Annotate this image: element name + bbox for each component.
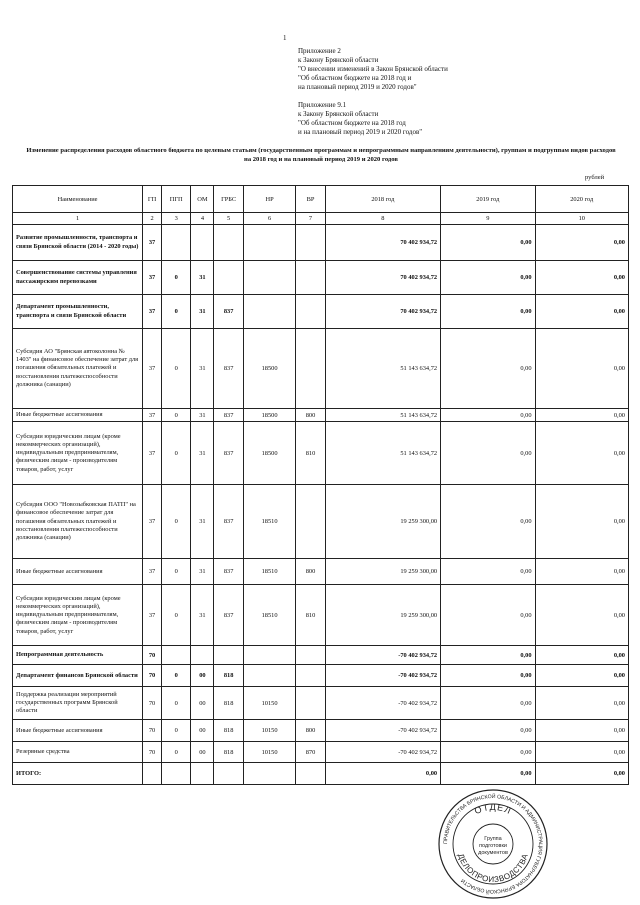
column-header: ГП	[143, 186, 162, 213]
stamp-outer-text: ПРАВИТЕЛЬСТВА БРЯНСКОЙ ОБЛАСТИ И АДМИНИСТРАЦИЯ ГУБЕРНАТОРА БРЯНСКОЙ ОБЛАСТИ	[442, 793, 544, 895]
nr-cell: 10150	[243, 742, 295, 763]
nr-cell	[243, 295, 295, 329]
amount-2019-cell: 0,00	[441, 665, 535, 687]
gp-cell: 37	[143, 329, 162, 409]
item-name-cell: ИТОГО:	[13, 763, 143, 785]
amount-2018-cell: 0,00	[325, 763, 440, 785]
amount-2020-cell: 0,00	[535, 409, 628, 422]
table-row	[13, 225, 629, 261]
nr-cell	[243, 665, 295, 687]
grbs-cell	[214, 225, 243, 261]
vr-cell	[296, 329, 325, 409]
pgp-cell: 0	[162, 559, 191, 585]
nr-cell	[243, 225, 295, 261]
grbs-cell	[214, 763, 243, 785]
nr-cell: 18500	[243, 409, 295, 422]
units-label: рублей	[585, 174, 605, 181]
amount-2018-cell: 70 402 934,72	[325, 225, 440, 261]
item-name-cell: Департамент финансов Брянской области	[13, 665, 143, 687]
item-name-cell: Поддержка реализации мероприятий государственных программ Брянской области	[13, 687, 143, 720]
pgp-cell	[162, 646, 191, 665]
gp-cell: 70	[143, 742, 162, 763]
vr-cell	[296, 261, 325, 295]
amount-2020-cell: 0,00	[535, 742, 628, 763]
column-number: 8	[325, 213, 440, 225]
appendix-line: к Закону Брянской области	[298, 56, 379, 64]
amount-2019-cell: 0,00	[441, 422, 535, 485]
svg-text:ДЕЛОПРОИЗВОДСТВА	[456, 852, 530, 884]
pgp-cell	[162, 225, 191, 261]
appendix-line: и на плановый период 2019 и 2020 годов"	[298, 128, 423, 136]
pgp-cell: 0	[162, 261, 191, 295]
amount-2020-cell: 0,00	[535, 646, 628, 665]
table-row	[13, 295, 629, 329]
om-cell: 31	[191, 261, 214, 295]
om-cell	[191, 225, 214, 261]
column-number: 3	[162, 213, 191, 225]
amount-2019-cell: 0,00	[441, 295, 535, 329]
column-header: НР	[243, 186, 295, 213]
gp-cell: 37	[143, 409, 162, 422]
item-name-cell: Иные бюджетные ассигнования	[13, 720, 143, 742]
total-row	[13, 763, 629, 785]
gp-cell	[143, 763, 162, 785]
vr-cell	[296, 646, 325, 665]
stamp-center-line: Группа	[484, 836, 502, 842]
amount-2020-cell: 0,00	[535, 485, 628, 559]
amount-2018-cell: -70 402 934,72	[325, 742, 440, 763]
amount-2019-cell: 0,00	[441, 409, 535, 422]
column-header: 2018 год	[325, 186, 440, 213]
amount-2020-cell: 0,00	[535, 225, 628, 261]
amount-2020-cell: 0,00	[535, 261, 628, 295]
om-cell: 00	[191, 742, 214, 763]
om-cell	[191, 646, 214, 665]
column-header: Наименование	[13, 186, 143, 213]
grbs-cell: 837	[214, 559, 243, 585]
column-number: 10	[535, 213, 628, 225]
pgp-cell: 0	[162, 329, 191, 409]
column-number: 9	[441, 213, 535, 225]
nr-cell: 18510	[243, 585, 295, 646]
column-number-row	[13, 213, 629, 225]
grbs-cell: 837	[214, 295, 243, 329]
amount-2018-cell: -70 402 934,72	[325, 646, 440, 665]
amount-2018-cell: 70 402 934,72	[325, 295, 440, 329]
amount-2020-cell: 0,00	[535, 329, 628, 409]
appendix-line: Приложение 9.1	[298, 101, 347, 109]
page-number: 1	[283, 34, 287, 42]
grbs-cell: 818	[214, 720, 243, 742]
appendix-9-header	[298, 101, 422, 137]
om-cell	[191, 763, 214, 785]
grbs-cell: 818	[214, 687, 243, 720]
amount-2019-cell: 0,00	[441, 261, 535, 295]
table-row	[13, 665, 629, 687]
gp-cell: 37	[143, 422, 162, 485]
column-header: ВР	[296, 186, 325, 213]
amount-2018-cell: 19 259 300,00	[325, 585, 440, 646]
appendix-2-header	[298, 47, 448, 92]
gp-cell: 70	[143, 665, 162, 687]
amount-2020-cell: 0,00	[535, 559, 628, 585]
stamp-bottom-word: ДЕЛОПРОИЗВОДСТВА	[456, 852, 530, 885]
item-name-cell: Департамент промышленности, транспорта и связи Брянской области	[13, 295, 143, 329]
table-row	[13, 261, 629, 295]
item-name-cell: Субсидия ООО "Новозыбковская ПАТП" на финансовое обеспечение затрат для погашения обязательных платежей и восстановления платежеспособности должника (санации)	[13, 485, 143, 559]
amount-2019-cell: 0,00	[441, 646, 535, 665]
amount-2019-cell: 0,00	[441, 742, 535, 763]
grbs-cell: 837	[214, 329, 243, 409]
column-header: ОМ	[191, 186, 214, 213]
item-name-cell: Субсидии юридическим лицам (кроме некоммерческих организаций), индивидуальным предпринимателям, физическим лицам - производителям товаров, работ, услуг	[13, 585, 143, 646]
appendix-line: "Об областном бюджете на 2018 год и	[298, 74, 412, 82]
item-name-cell: Иные бюджетные ассигнования	[13, 559, 143, 585]
stamp-center-line: документов	[478, 850, 508, 856]
om-cell: 00	[191, 665, 214, 687]
gp-cell: 37	[143, 295, 162, 329]
item-name-cell: Непрограммная деятельность	[13, 646, 143, 665]
nr-cell: 18500	[243, 422, 295, 485]
om-cell: 31	[191, 585, 214, 646]
amount-2019-cell: 0,00	[441, 559, 535, 585]
column-header: 2019 год	[441, 186, 535, 213]
table-row	[13, 559, 629, 585]
amount-2019-cell: 0,00	[441, 329, 535, 409]
vr-cell	[296, 485, 325, 559]
pgp-cell: 0	[162, 422, 191, 485]
vr-cell	[296, 295, 325, 329]
item-name-cell: Субсидии юридическим лицам (кроме некоммерческих организаций), индивидуальным предпринимателям, физическим лицам - производителям товаров, работ, услуг	[13, 422, 143, 485]
nr-cell	[243, 261, 295, 295]
table-body	[13, 225, 629, 785]
column-header: ГРБС	[214, 186, 243, 213]
pgp-cell: 0	[162, 687, 191, 720]
pgp-cell: 0	[162, 409, 191, 422]
gp-cell: 37	[143, 485, 162, 559]
column-number: 7	[296, 213, 325, 225]
grbs-cell: 818	[214, 742, 243, 763]
gp-cell: 37	[143, 559, 162, 585]
column-header: ПГП	[162, 186, 191, 213]
amount-2020-cell: 0,00	[535, 687, 628, 720]
stamp-center-line: подготовки	[479, 843, 507, 849]
vr-cell: 800	[296, 720, 325, 742]
vr-cell: 810	[296, 422, 325, 485]
item-name-cell: Субсидия АО "Брянская автоколонна № 1403" на финансовое обеспечение затрат для погашения обязательных платежей и восстановления платежеспособности должника (санации)	[13, 329, 143, 409]
amount-2020-cell: 0,00	[535, 422, 628, 485]
nr-cell	[243, 763, 295, 785]
pgp-cell: 0	[162, 485, 191, 559]
table-row	[13, 329, 629, 409]
pgp-cell: 0	[162, 665, 191, 687]
table-row	[13, 585, 629, 646]
gp-cell: 37	[143, 585, 162, 646]
item-name-cell: Совершенствование системы управления пассажирским перевозками	[13, 261, 143, 295]
nr-cell	[243, 646, 295, 665]
om-cell: 31	[191, 422, 214, 485]
amount-2018-cell: 51 143 634,72	[325, 409, 440, 422]
pgp-cell: 0	[162, 295, 191, 329]
document-title: Изменение распределения расходов областного бюджета по целевым статьям (государственным программам и непрограммным направлениям деятельности), группам и подгруппам видов расходов на 2018 год и на плановый период 2019 и 2020 годов	[26, 147, 616, 163]
amount-2020-cell: 0,00	[535, 585, 628, 646]
table-row	[13, 422, 629, 485]
amount-2018-cell: 51 143 634,72	[325, 422, 440, 485]
om-cell: 00	[191, 687, 214, 720]
amount-2019-cell: 0,00	[441, 720, 535, 742]
grbs-cell: 818	[214, 665, 243, 687]
amount-2019-cell: 0,00	[441, 585, 535, 646]
column-number: 4	[191, 213, 214, 225]
column-number: 6	[243, 213, 295, 225]
item-name-cell: Иные бюджетные ассигнования	[13, 409, 143, 422]
amount-2018-cell: 51 143 634,72	[325, 329, 440, 409]
gp-cell: 70	[143, 720, 162, 742]
vr-cell	[296, 665, 325, 687]
amount-2019-cell: 0,00	[441, 763, 535, 785]
vr-cell: 810	[296, 585, 325, 646]
column-header: 2020 год	[535, 186, 628, 213]
pgp-cell	[162, 763, 191, 785]
vr-cell: 800	[296, 409, 325, 422]
official-stamp	[437, 788, 549, 900]
gp-cell: 70	[143, 687, 162, 720]
appendix-line: к Закону Брянской области	[298, 110, 379, 118]
appendix-line: Приложение 2	[298, 47, 341, 55]
om-cell: 31	[191, 295, 214, 329]
pgp-cell: 0	[162, 720, 191, 742]
amount-2019-cell: 0,00	[441, 485, 535, 559]
gp-cell: 70	[143, 646, 162, 665]
amount-2020-cell: 0,00	[535, 720, 628, 742]
om-cell: 31	[191, 559, 214, 585]
nr-cell: 10150	[243, 687, 295, 720]
grbs-cell: 837	[214, 585, 243, 646]
om-cell: 31	[191, 485, 214, 559]
grbs-cell: 837	[214, 422, 243, 485]
amount-2018-cell: 19 259 300,00	[325, 485, 440, 559]
amount-2018-cell: -70 402 934,72	[325, 687, 440, 720]
item-name-cell: Развитие промышленности, транспорта и связи Брянской области (2014 - 2020 годы)	[13, 225, 143, 261]
table-row	[13, 720, 629, 742]
gp-cell: 37	[143, 225, 162, 261]
grbs-cell: 837	[214, 485, 243, 559]
vr-cell	[296, 225, 325, 261]
column-number: 5	[214, 213, 243, 225]
table-row	[13, 485, 629, 559]
amount-2018-cell: -70 402 934,72	[325, 665, 440, 687]
table-header-row	[13, 186, 629, 213]
vr-cell	[296, 687, 325, 720]
appendix-line: "О внесении изменений в Закон Брянской области	[298, 65, 448, 73]
gp-cell: 37	[143, 261, 162, 295]
appendix-line: на плановый период 2019 и 2020 годов"	[298, 83, 417, 91]
vr-cell: 800	[296, 559, 325, 585]
nr-cell: 18500	[243, 329, 295, 409]
amount-2019-cell: 0,00	[441, 225, 535, 261]
amount-2018-cell: 19 259 300,00	[325, 559, 440, 585]
column-number: 2	[143, 213, 162, 225]
om-cell: 00	[191, 720, 214, 742]
table-row	[13, 687, 629, 720]
item-name-cell: Резервные средства	[13, 742, 143, 763]
vr-cell: 870	[296, 742, 325, 763]
table-row	[13, 409, 629, 422]
table-row	[13, 742, 629, 763]
svg-text:ОТДЕЛ	[473, 802, 513, 816]
grbs-cell	[214, 646, 243, 665]
pgp-cell: 0	[162, 585, 191, 646]
amount-2018-cell: 70 402 934,72	[325, 261, 440, 295]
stamp-top-word: ОТДЕЛ	[472, 801, 514, 817]
nr-cell: 18510	[243, 559, 295, 585]
om-cell: 31	[191, 329, 214, 409]
amount-2020-cell: 0,00	[535, 295, 628, 329]
amount-2020-cell: 0,00	[535, 665, 628, 687]
amount-2020-cell: 0,00	[535, 763, 628, 785]
budget-table	[12, 185, 629, 785]
nr-cell: 18510	[243, 485, 295, 559]
column-number: 1	[13, 213, 143, 225]
appendix-line: "Об областном бюджете на 2018 год	[298, 119, 406, 127]
amount-2019-cell: 0,00	[441, 687, 535, 720]
vr-cell	[296, 763, 325, 785]
table-row	[13, 646, 629, 665]
amount-2018-cell: -70 402 934,72	[325, 720, 440, 742]
om-cell: 31	[191, 409, 214, 422]
pgp-cell: 0	[162, 742, 191, 763]
nr-cell: 10150	[243, 720, 295, 742]
grbs-cell: 837	[214, 409, 243, 422]
grbs-cell	[214, 261, 243, 295]
